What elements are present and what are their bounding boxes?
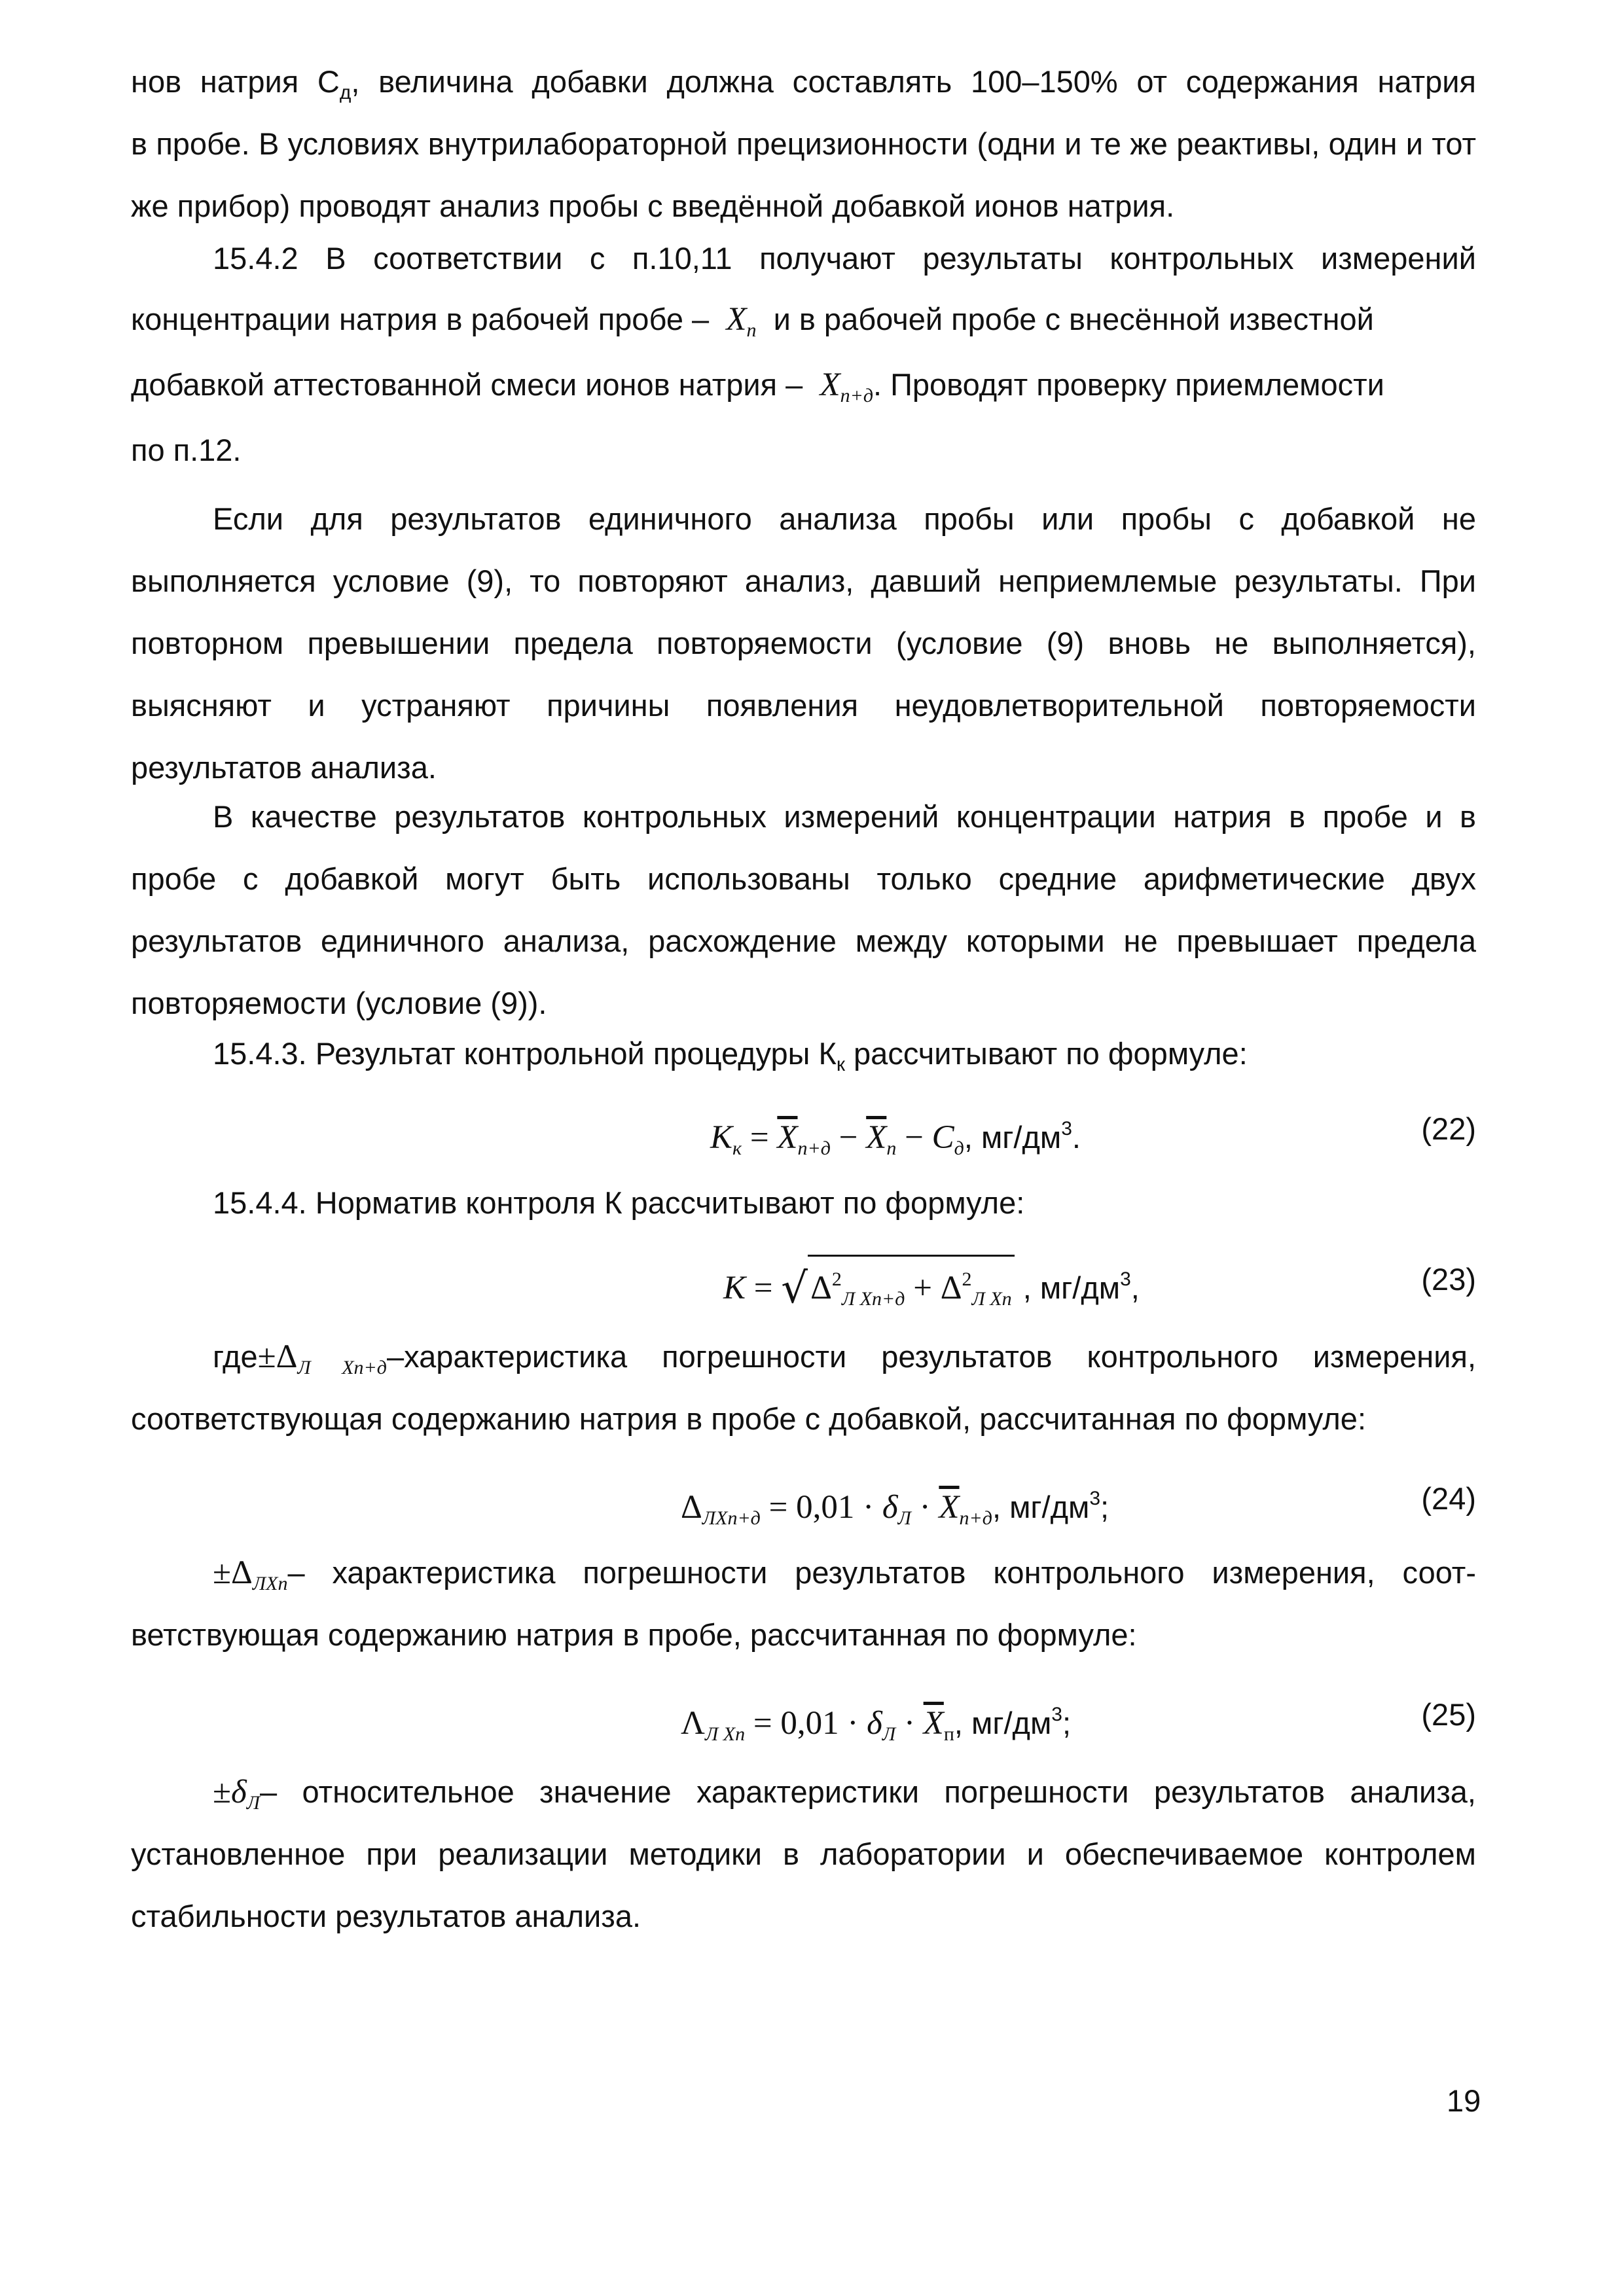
equation-23: $K = √\Delta^2_{Л Xn+д} + \Delta^2_{Л Xn}$ , $мг/дм^3$,	[723, 1247, 1140, 1312]
square-root: $√\Delta^2_{Л Xn+д} + \Delta^2_{Л Xn}$	[781, 1255, 1014, 1322]
p6: 15.4.4. Норматив контроля К рассчитывают по формуле:	[213, 1185, 1025, 1220]
p2-line1: 15.4.2 В соответствии с п.10,11 получают результаты контрольных измерений	[213, 241, 1476, 276]
p1-rest: в пробе. В условиях внутрилабораторной прецизионности (одни и те же реактивы, один и тот же прибор) проводят анализ пробы с введённой добавкой ионов натрия.	[131, 126, 1476, 223]
p8-line1: $\pm\Delta_{ЛXn}-$ характеристика погрешности результатов контрольного измерения, соот-	[213, 1554, 1476, 1594]
page-number: 19	[1447, 2083, 1481, 2118]
equation-22: $K_к = \overline{X}_{п+д} - \overline{X}_п - C_д$, $мг/дм^3$.	[710, 1118, 1081, 1159]
equation-25-number: (25)	[1421, 1697, 1476, 1732]
p9-line1: $\pm\delta_Л-$ относительное значение характеристики погрешности результатов анализа,	[213, 1774, 1476, 1814]
p9-rest: установленное при реализации методики в лаборатории и обеспечиваемое контролем стабильности результатов анализа.	[131, 1837, 1476, 1933]
p8-line2: ветствующая содержанию натрия в пробе, рассчитанная по формуле:	[131, 1617, 1137, 1652]
p4: В качестве результатов контрольных измерений концентрации натрия в пробе и в пробе с добавкой могут быть использованы только средние арифметические двух результатов единичного анализа, расхождение между которыми не превышает предела повторяемости (условие (9)).	[131, 799, 1476, 1020]
equation-22-number: (22)	[1421, 1111, 1476, 1146]
equation-24-number: (24)	[1421, 1481, 1476, 1516]
p7-line1: $где\pm\Delta_{Л Xn+д}$–характеристика погрешности результатов контрольного измерения,	[213, 1338, 1477, 1378]
p3: Если для результатов единичного анализа пробы или пробы с добавкой не выполняется условие (9), то повторяют анализ, давший неприемлемые результаты. При повторном превышении предела повторяемости (условие (9) вновь не выполняется), выясняют и устраняют причины появления неудовлетворительной повторяемости результатов анализа.	[131, 501, 1476, 785]
p2-line4: по п.12.	[131, 433, 242, 467]
p5: 15.4.3. Результат контрольной процедуры $К_к$ рассчитывают по формуле:	[213, 1036, 1248, 1075]
p2-line3: добавкой аттестованной смеси ионов натрия – $X_{п+д}$. Проводят проверку приемлемости	[131, 367, 1384, 406]
p7-line2: соответствующая содержанию натрия в пробе с добавкой, рассчитанная по формуле:	[131, 1401, 1366, 1436]
p2-line2: концентрации натрия в рабочей пробе – $X_п$ и в рабочей пробе с внесённой известной	[131, 301, 1374, 341]
p1-line1: нов натрия $С_д$, величина добавки должна составлять 100–150% от содержания натрия	[131, 64, 1476, 103]
equation-25: $\Lambda_{Л Xn} = 0,01 \cdot \delta_Л \cdot \overline{X}_п$, $мг/дм^3$;	[681, 1704, 1072, 1745]
equation-23-number: (23)	[1421, 1262, 1476, 1297]
equation-24: $\Delta_{ЛXn+д} = 0,01 \cdot \delta_Л \cdot \overline{X}_{п+д}$, $мг/дм^3$;	[681, 1488, 1110, 1529]
